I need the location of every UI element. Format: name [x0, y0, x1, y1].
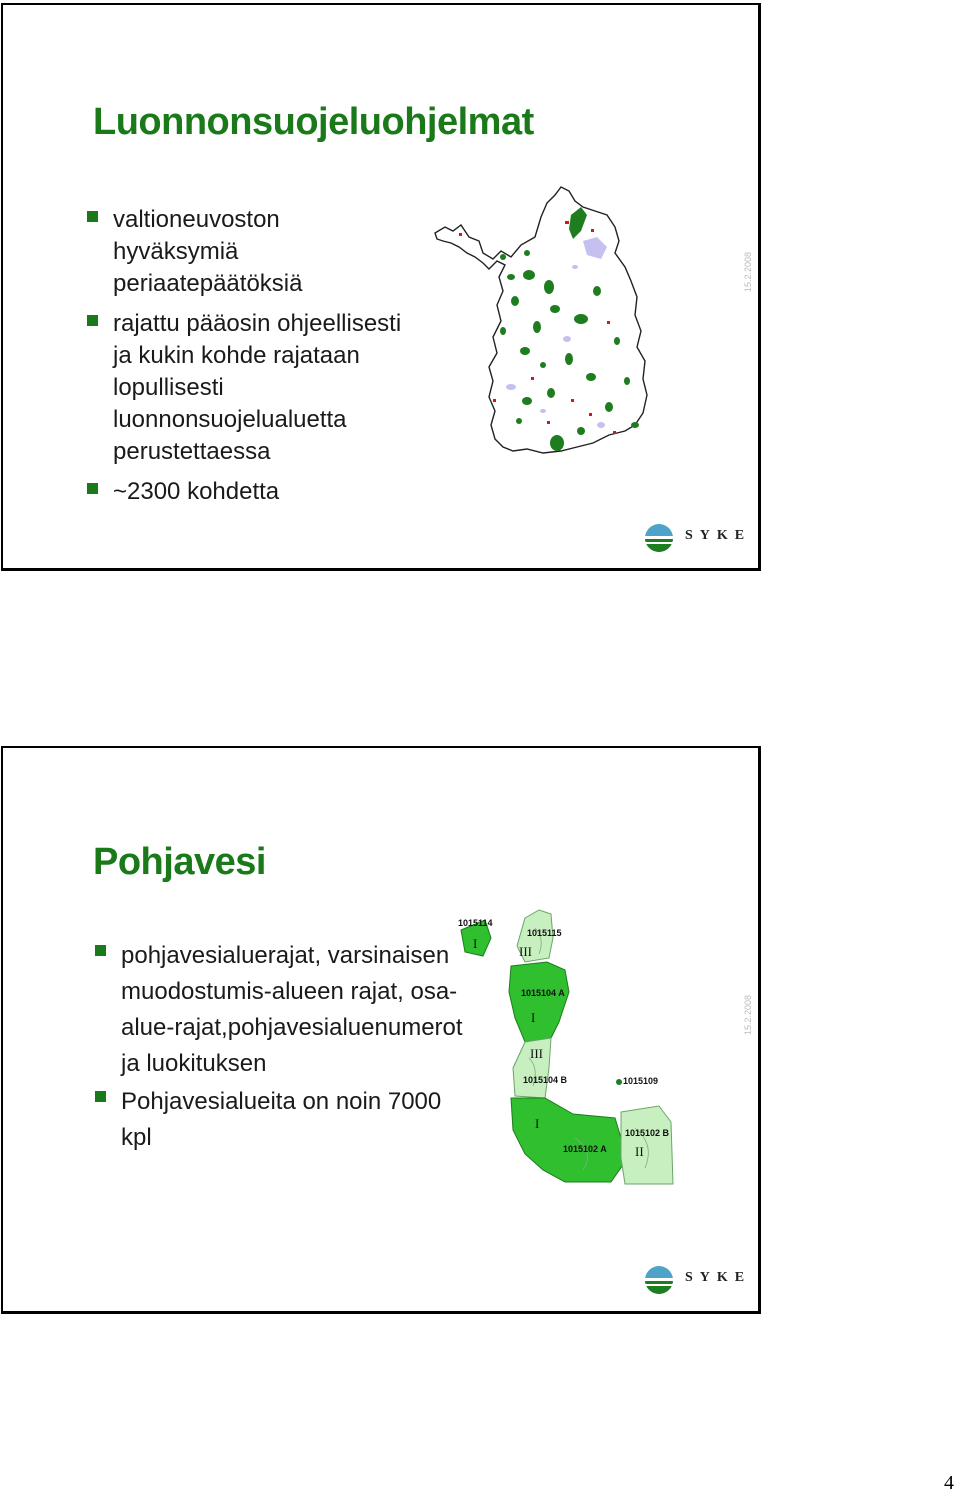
syke-logo	[637, 1264, 752, 1296]
map-class: II	[635, 1144, 644, 1159]
bullet-square-icon	[87, 211, 98, 222]
slide-date: 15.2.2008	[743, 251, 753, 293]
syke-logo-text: SYKE	[685, 1270, 752, 1285]
map-label: 1015102 B	[625, 1128, 670, 1138]
slide-pohjavesi	[1, 746, 761, 1314]
bullet-list	[95, 938, 465, 1156]
slide-luonnonsuojeluohjelmat	[1, 3, 761, 571]
syke-emblem-icon	[637, 1264, 681, 1296]
slide-date: 15.2.2008	[743, 994, 753, 1036]
map-class: III	[530, 1046, 543, 1061]
map-label: 1015114	[458, 918, 493, 928]
bullet-list	[87, 204, 407, 508]
syke-emblem-icon	[637, 522, 681, 554]
finland-protected-areas-map	[431, 181, 653, 456]
bullet-item: ~2300 kohdetta	[87, 476, 407, 508]
bullet-item: rajattu pääosin ohjeellisesti ja kukin kohde rajataan lopullisesti luonnonsuojelualuetta perustettaessa	[87, 308, 407, 468]
bullet-item: Pohjavesialueita on noin 7000 kpl	[95, 1084, 465, 1156]
slide-title: Luonnonsuojeluohjelmat	[93, 101, 534, 143]
map-class: I	[535, 1116, 540, 1131]
bullet-square-icon	[87, 483, 98, 494]
syke-logo-text: SYKE	[685, 528, 752, 543]
map-label: 1015104 B	[523, 1075, 568, 1085]
bullet-square-icon	[95, 945, 106, 956]
map-label: 1015109	[623, 1076, 659, 1086]
slide-title: Pohjavesi	[93, 841, 266, 883]
map-label: 1015102 A	[563, 1144, 607, 1154]
map-class: III	[519, 944, 532, 959]
map-label: 1015104 A	[521, 988, 565, 998]
bullet-item: pohjavesialuerajat, varsinaisen muodostumis-alueen rajat, osa-alue-rajat,pohjavesialuenumerot ja luokituksen	[95, 938, 465, 1082]
map-class: I	[531, 1010, 536, 1025]
bullet-square-icon	[87, 315, 98, 326]
bullet-item: valtioneuvoston hyväksymiä periaatepäätöksiä	[87, 204, 407, 300]
page-number: 4	[944, 1472, 954, 1494]
syke-logo	[637, 522, 752, 554]
map-label: 1015115	[527, 928, 562, 938]
bullet-square-icon	[95, 1091, 106, 1102]
map-class: I	[473, 936, 478, 951]
